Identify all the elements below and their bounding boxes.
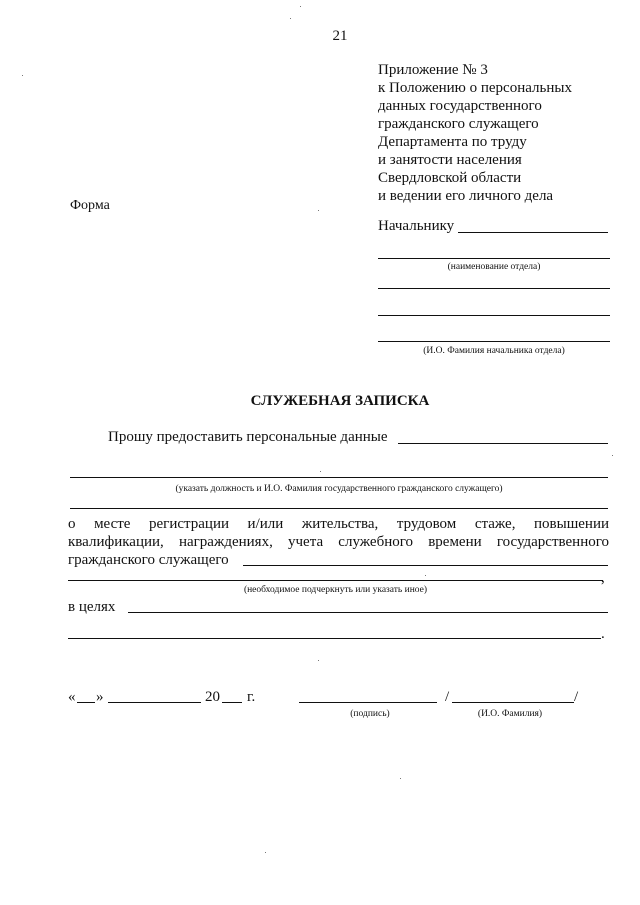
- scan-speck: [612, 455, 613, 456]
- paragraph-line: гражданского служащего: [68, 552, 229, 568]
- scan-speck: [320, 471, 321, 472]
- year-prefix: 20: [205, 689, 220, 705]
- quote-open: «: [68, 689, 76, 705]
- quote-close: »: [96, 689, 104, 705]
- data-type-line[interactable]: [68, 580, 603, 581]
- scan-speck: [300, 6, 301, 7]
- addressee-label: Начальнику: [378, 218, 455, 234]
- form-label: Форма: [70, 198, 110, 213]
- purpose-line[interactable]: [128, 612, 608, 613]
- signature-field-line[interactable]: [299, 702, 437, 703]
- employee-caption: (указать должность и И.О. Фамилия государственного гражданского служащего): [175, 484, 503, 494]
- scan-speck: [290, 18, 291, 19]
- period: .: [601, 626, 605, 642]
- addressee-name-line[interactable]: [458, 232, 608, 233]
- name-caption: (И.О. Фамилия): [477, 709, 543, 719]
- appendix-block: [378, 61, 618, 205]
- appendix-line: Приложение № 3: [378, 62, 488, 78]
- request-text: Прошу предоставить персональные данные: [108, 429, 388, 445]
- employee-field-line[interactable]: [70, 477, 608, 478]
- employee-field-line[interactable]: [70, 508, 608, 509]
- appendix-line: гражданского служащего: [378, 116, 539, 132]
- department-caption: (наименование отдела): [447, 262, 541, 272]
- year-field-line[interactable]: [222, 702, 242, 703]
- paragraph-line: квалификации, награждениях, учета служебного времени государственного: [68, 534, 609, 550]
- slash: /: [445, 689, 450, 705]
- comma: ,: [601, 570, 605, 586]
- scan-speck: [318, 210, 319, 211]
- scan-speck: [425, 575, 426, 576]
- scan-speck: [318, 660, 319, 661]
- page-number: 21: [332, 28, 348, 44]
- head-name-line[interactable]: [378, 341, 610, 342]
- appendix-line: Департамента по труду: [378, 134, 527, 150]
- signature-caption: (подпись): [350, 709, 390, 719]
- month-field-line[interactable]: [108, 702, 201, 703]
- name-field-line[interactable]: [452, 702, 574, 703]
- purpose-label: в целях: [68, 599, 116, 615]
- slash: /: [574, 689, 579, 705]
- scan-speck: [400, 778, 401, 779]
- underline-caption: (необходимое подчеркнуть или указать иное): [243, 585, 428, 595]
- paragraph-line: о месте регистрации и/или жительства, трудовом стаже, повышении: [68, 516, 609, 532]
- department-line[interactable]: [378, 258, 610, 259]
- appendix-line: Свердловской области: [378, 170, 522, 186]
- appendix-line: к Положению о персональных: [378, 80, 572, 96]
- year-suffix: г.: [247, 689, 256, 705]
- blank-line[interactable]: [378, 315, 610, 316]
- employee-field-line[interactable]: [398, 443, 608, 444]
- blank-line[interactable]: [378, 288, 610, 289]
- purpose-line[interactable]: [68, 638, 601, 639]
- scan-speck: [22, 75, 23, 76]
- appendix-line: и ведении его личного дела: [378, 188, 554, 204]
- document-title: СЛУЖЕБНАЯ ЗАПИСКА: [250, 393, 430, 409]
- scan-speck: [265, 852, 266, 853]
- day-field-line[interactable]: [77, 702, 95, 703]
- head-caption: (И.О. Фамилия начальника отдела): [423, 346, 565, 356]
- appendix-line: и занятости населения: [378, 152, 522, 168]
- data-type-line[interactable]: [243, 565, 608, 566]
- appendix-line: данных государственного: [378, 98, 542, 114]
